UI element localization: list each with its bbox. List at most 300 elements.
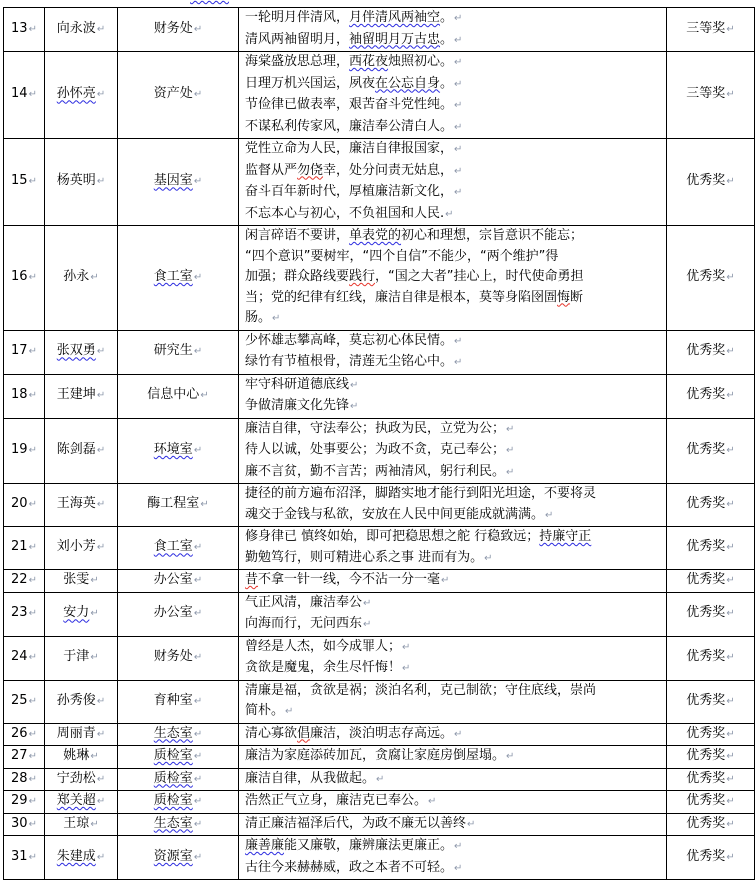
- paragraph-mark-icon: ↵: [193, 695, 203, 707]
- paragraph-mark-icon: ↵: [96, 773, 106, 785]
- poem-cell[interactable]: [239, 139, 667, 226]
- row-number-cell[interactable]: [4, 52, 45, 139]
- paragraph-mark-icon: ↵: [96, 176, 106, 188]
- poem-text-segment: 廉洁自律，从我做起。: [245, 770, 376, 786]
- paragraph-mark-icon: ↵: [285, 706, 294, 717]
- poem-line: [245, 95, 663, 117]
- row-number: 21: [11, 539, 28, 555]
- award-level: 三等奖: [686, 86, 726, 102]
- table-row: [4, 226, 755, 331]
- paragraph-mark-icon: ↵: [96, 445, 106, 456]
- award-cell[interactable]: [667, 52, 755, 139]
- award-cell[interactable]: [667, 8, 755, 52]
- award-cell[interactable]: [667, 226, 755, 331]
- paragraph-mark-icon: ↵: [350, 379, 359, 391]
- row-number-cell[interactable]: [4, 8, 45, 52]
- department-cell[interactable]: [118, 680, 239, 723]
- poem-line: [245, 658, 663, 680]
- paragraph-mark-icon: ↵: [28, 176, 37, 188]
- poem-cell[interactable]: [239, 374, 667, 418]
- poem-line: [245, 548, 663, 570]
- table-row: [4, 680, 755, 723]
- name-cell[interactable]: [45, 527, 118, 570]
- award-cell[interactable]: [667, 592, 755, 636]
- row-number-cell[interactable]: [4, 330, 45, 374]
- paragraph-mark-icon: ↵: [28, 390, 37, 402]
- poem-line: [245, 505, 663, 527]
- poem-text-segment: 肠。: [245, 310, 272, 325]
- name-cell[interactable]: [45, 836, 118, 880]
- department-cell[interactable]: [118, 418, 239, 484]
- row-number: 19: [11, 442, 28, 457]
- person-name: 于津: [63, 649, 90, 665]
- poem-text-segment: 。: [440, 10, 454, 25]
- paragraph-mark-icon: ↵: [193, 89, 203, 101]
- paragraph-mark-icon: ↵: [200, 390, 209, 402]
- poem-line: [245, 769, 663, 791]
- name-cell[interactable]: [45, 8, 118, 52]
- paragraph-mark-icon: ↵: [28, 773, 37, 785]
- table-row: [4, 527, 755, 570]
- poem-cell[interactable]: [239, 330, 667, 374]
- paragraph-mark-icon: ↵: [726, 796, 735, 807]
- award-level: 优秀奖: [686, 387, 726, 403]
- paragraph-mark-icon: ↵: [193, 652, 203, 664]
- paragraph-mark-icon: ↵: [90, 272, 99, 283]
- award-cell[interactable]: [667, 527, 755, 570]
- poem-text-segment: 廉洁自律，守法奉公；执政为民，立党为公；: [245, 420, 506, 436]
- poem-cell[interactable]: [239, 768, 667, 791]
- poem-cell[interactable]: [239, 52, 667, 139]
- poem-text-segment: 党性立命为人民，廉洁自律报国家，: [245, 141, 454, 156]
- table-row: [4, 374, 755, 418]
- department-cell[interactable]: [118, 139, 239, 226]
- poem-line: [245, 117, 663, 139]
- paragraph-mark-icon: ↵: [726, 773, 735, 785]
- table-row: [4, 836, 755, 880]
- row-number-cell[interactable]: [4, 570, 45, 593]
- paragraph-mark-icon: ↵: [96, 851, 106, 863]
- department-cell[interactable]: [118, 836, 239, 880]
- department-name: 食工室: [153, 269, 193, 284]
- department-cell[interactable]: [118, 636, 239, 680]
- award-level: 优秀奖: [686, 793, 726, 808]
- person-name: 孙秀俊: [56, 692, 96, 708]
- department-cell[interactable]: [118, 527, 239, 570]
- paragraph-mark-icon: ↵: [726, 695, 735, 707]
- paragraph-mark-icon: ↵: [96, 23, 106, 35]
- award-cell[interactable]: [667, 813, 755, 836]
- poem-text-segment: 日理万机兴国运，夙夜: [245, 75, 376, 91]
- award-cell[interactable]: [667, 791, 755, 814]
- department-cell[interactable]: [118, 791, 239, 814]
- row-number-cell[interactable]: [4, 680, 45, 723]
- poem-text-segment: 魂交于金钱与私欲，安放在人民中间更能成就满满。: [245, 506, 545, 522]
- award-cell[interactable]: [667, 418, 755, 484]
- poem-cell[interactable]: [239, 527, 667, 570]
- paragraph-mark-icon: ↵: [90, 751, 99, 762]
- department-name: 资产处: [153, 86, 193, 102]
- person-name: 朱建成: [56, 848, 96, 864]
- paragraph-mark-icon: ↵: [90, 608, 99, 620]
- poem-text-segment: 争做清廉文化先锋: [245, 398, 350, 413]
- row-number-cell[interactable]: [4, 791, 45, 814]
- row-number-cell[interactable]: [4, 139, 45, 226]
- poem-text-segment: 断: [570, 289, 584, 305]
- name-cell[interactable]: [45, 636, 118, 680]
- paragraph-mark-icon: ↵: [441, 575, 450, 586]
- paragraph-mark-icon: ↵: [454, 165, 463, 177]
- name-cell[interactable]: [45, 813, 118, 836]
- paragraph-mark-icon: ↵: [726, 445, 735, 456]
- table-row: [4, 570, 755, 593]
- table-row: [4, 52, 755, 139]
- department-name: 资源室: [153, 848, 193, 864]
- poem-line: [245, 593, 663, 615]
- poem-text-segment: 简朴。: [245, 703, 285, 718]
- paragraph-mark-icon: ↵: [96, 89, 106, 101]
- paragraph-mark-icon: ↵: [454, 57, 463, 68]
- award-cell[interactable]: [667, 374, 755, 418]
- row-number-cell[interactable]: [4, 527, 45, 570]
- award-level: 优秀奖: [686, 539, 726, 555]
- paragraph-mark-icon: ↵: [96, 390, 106, 402]
- poem-line: [245, 724, 663, 746]
- department-name: 信息中心: [147, 387, 200, 403]
- row-number-cell[interactable]: [4, 746, 45, 769]
- poem-text-segment: 悔: [557, 289, 571, 305]
- row-number-cell[interactable]: [4, 768, 45, 791]
- row-number: 24: [11, 649, 28, 665]
- paragraph-mark-icon: ↵: [96, 695, 106, 707]
- paragraph-mark-icon: ↵: [193, 751, 203, 762]
- paragraph-mark-icon: ↵: [726, 542, 735, 554]
- name-cell[interactable]: [45, 52, 118, 139]
- name-cell[interactable]: [45, 746, 118, 769]
- poem-cell[interactable]: [239, 723, 667, 746]
- department-cell[interactable]: [118, 226, 239, 331]
- award-level: 优秀奖: [686, 748, 726, 763]
- poem-cell[interactable]: [239, 746, 667, 769]
- award-cell[interactable]: [667, 330, 755, 374]
- poem-text-segment: 廉洁，淡泊明志存高远。: [310, 725, 454, 741]
- poem-text-segment: 勤勉笃行，则可精进心系之事 进而有为。: [245, 549, 484, 565]
- poem-line: [245, 570, 663, 592]
- poem-cell[interactable]: [239, 791, 667, 814]
- person-name: 刘小芳: [56, 539, 96, 555]
- paragraph-mark-icon: ↵: [454, 862, 463, 874]
- poem-line: [245, 746, 663, 768]
- person-name: 王建坤: [56, 387, 96, 403]
- paragraph-mark-icon: ↵: [193, 445, 203, 456]
- poem-text-segment: 牢守科研道德底线: [245, 376, 350, 392]
- poem-text-segment: 。: [440, 75, 454, 91]
- paragraph-mark-icon: ↵: [726, 818, 735, 830]
- poem-text-segment: 。: [440, 31, 454, 47]
- department-cell[interactable]: [118, 484, 239, 527]
- award-cell[interactable]: [667, 680, 755, 723]
- award-cell[interactable]: [667, 836, 755, 880]
- poem-text-segment: 曾经是人杰，如今成罪人；: [245, 638, 402, 654]
- award-cell[interactable]: [667, 570, 755, 593]
- poem-cell[interactable]: [239, 418, 667, 484]
- name-cell[interactable]: [45, 330, 118, 374]
- name-cell[interactable]: [45, 791, 118, 814]
- paragraph-mark-icon: ↵: [96, 542, 106, 554]
- department-cell[interactable]: [118, 813, 239, 836]
- person-name: 孙怀亮: [56, 86, 96, 102]
- person-name: 王海英: [56, 496, 96, 512]
- poem-cell[interactable]: [239, 680, 667, 723]
- paragraph-mark-icon: ↵: [506, 445, 515, 456]
- person-name: 张双勇: [56, 343, 96, 359]
- award-level: 优秀奖: [686, 692, 726, 708]
- name-cell[interactable]: [45, 723, 118, 746]
- person-name: 周丽青: [56, 725, 96, 741]
- poem-text-segment: 贪欲是魔鬼，余生尽忏悔！: [245, 660, 402, 675]
- poem-line: [245, 637, 663, 659]
- row-number-cell[interactable]: [4, 418, 45, 484]
- department-cell[interactable]: [118, 746, 239, 769]
- department-name: 研究生: [153, 343, 193, 359]
- poem-line: [245, 161, 663, 183]
- paragraph-mark-icon: ↵: [96, 499, 106, 511]
- table-row: [4, 8, 755, 52]
- award-level: 三等奖: [686, 20, 726, 36]
- poem-text-segment: 清心寡欲: [245, 725, 298, 741]
- name-cell[interactable]: [45, 484, 118, 527]
- person-name: 张雯: [63, 572, 90, 587]
- row-number-cell[interactable]: [4, 484, 45, 527]
- poem-text-segment: 昔: [245, 572, 259, 587]
- poem-line: [245, 52, 663, 74]
- poem-text-segment: 少怀雄志攀高峰，莫忘初心体民情。: [245, 332, 454, 348]
- department-cell[interactable]: [118, 8, 239, 52]
- award-cell[interactable]: [667, 484, 755, 527]
- poem-cell[interactable]: [239, 636, 667, 680]
- poem-text-segment: 清廉是福，贪欲是祸；淡泊名利，克己制欲；守住底线，崇尚: [245, 682, 597, 698]
- poem-line: [245, 484, 663, 505]
- department-cell[interactable]: [118, 768, 239, 791]
- person-name: 安力: [63, 605, 90, 621]
- poem-cell[interactable]: [239, 813, 667, 836]
- poem-line: [245, 352, 663, 374]
- poem-line: [245, 462, 663, 484]
- department-name: 环境室: [153, 442, 193, 457]
- name-cell[interactable]: [45, 139, 118, 226]
- department-cell[interactable]: [118, 592, 239, 636]
- table-row: [4, 813, 755, 836]
- person-name: 陈剑磊: [56, 442, 96, 457]
- paragraph-mark-icon: ↵: [193, 818, 203, 830]
- row-number-cell[interactable]: [4, 592, 45, 636]
- poem-text-segment: 廉洁为家庭添砖加瓦，贪腐让家庭房倒屋塌。: [245, 748, 506, 763]
- poem-line: [245, 226, 663, 247]
- department-name: 办公室: [153, 572, 193, 587]
- paragraph-mark-icon: ↵: [350, 401, 359, 412]
- department-cell[interactable]: [118, 723, 239, 746]
- paragraph-mark-icon: ↵: [96, 728, 106, 740]
- paragraph-mark-icon: ↵: [428, 796, 437, 807]
- department-name: 基因室: [153, 173, 193, 189]
- department-name: 质检室: [153, 770, 193, 786]
- department-cell[interactable]: [118, 374, 239, 418]
- poem-cell[interactable]: [239, 592, 667, 636]
- poem-text-segment: 古往今来赫赫威，政之本者不可轻。: [245, 859, 454, 875]
- department-name: 生态室: [153, 725, 193, 741]
- poem-text-segment: 气正风清，廉洁奉公: [245, 594, 363, 610]
- award-level: 优秀奖: [686, 649, 726, 665]
- poem-text-segment: 勿侥: [297, 162, 324, 178]
- row-number: 15: [11, 173, 28, 189]
- name-cell[interactable]: [45, 226, 118, 331]
- poem-text-segment: 绿竹有节植根骨，清莲无尘铭心中。: [245, 354, 454, 369]
- department-cell[interactable]: [118, 330, 239, 374]
- poem-text-segment: 清正廉洁福泽后代，为政不廉无以善终: [245, 815, 467, 831]
- poem-line: [245, 182, 663, 204]
- paragraph-mark-icon: ↵: [363, 619, 372, 630]
- row-number: 20: [11, 496, 28, 512]
- paragraph-mark-icon: ↵: [726, 89, 735, 101]
- poem-cell[interactable]: [239, 570, 667, 593]
- award-cell[interactable]: [667, 636, 755, 680]
- paragraph-mark-icon: ↵: [454, 728, 463, 740]
- paragraph-mark-icon: ↵: [28, 575, 37, 586]
- person-name: 向永波: [56, 20, 96, 36]
- name-cell[interactable]: [45, 680, 118, 723]
- award-level: 优秀奖: [686, 173, 726, 189]
- person-name: 孙永: [63, 269, 90, 284]
- department-cell[interactable]: [118, 52, 239, 139]
- row-number-cell[interactable]: [4, 374, 45, 418]
- poem-line: [245, 8, 663, 30]
- award-level: 优秀奖: [686, 848, 726, 864]
- poem-text-segment: 当；党的纪律有红线，廉洁自律是根本，莫等身陷囹圄: [245, 289, 558, 305]
- award-cell[interactable]: [667, 723, 755, 746]
- row-number: 29: [11, 793, 28, 808]
- department-name: 财务处: [153, 20, 193, 36]
- paragraph-mark-icon: ↵: [90, 818, 99, 830]
- paragraph-mark-icon: ↵: [193, 272, 203, 283]
- paragraph-mark-icon: ↵: [28, 445, 37, 456]
- paragraph-mark-icon: ↵: [90, 652, 99, 664]
- award-cell[interactable]: [667, 746, 755, 769]
- paragraph-mark-icon: ↵: [726, 390, 735, 402]
- name-cell[interactable]: [45, 570, 118, 593]
- paragraph-mark-icon: ↵: [484, 552, 493, 564]
- poem-cell[interactable]: [239, 836, 667, 880]
- row-number: 18: [11, 387, 28, 403]
- name-cell[interactable]: [45, 418, 118, 484]
- poem-text-segment: 不谋私利传家风，廉洁奉公清白人。: [245, 118, 454, 134]
- paragraph-mark-icon: ↵: [454, 144, 463, 155]
- poem-text-segment: 袖留明月万古忠: [349, 31, 441, 47]
- paragraph-mark-icon: ↵: [28, 796, 37, 807]
- poem-text-segment: 月伴清风两袖空: [349, 10, 441, 25]
- poem-text-segment: 一轮明月伴清风，: [245, 10, 350, 25]
- row-number-cell[interactable]: [4, 813, 45, 836]
- award-level: 优秀奖: [686, 725, 726, 741]
- paragraph-mark-icon: ↵: [506, 466, 515, 478]
- paragraph-mark-icon: ↵: [96, 796, 106, 807]
- name-cell[interactable]: [45, 768, 118, 791]
- poem-cell[interactable]: [239, 226, 667, 331]
- paragraph-mark-icon: ↵: [454, 357, 463, 368]
- table-row: [4, 746, 755, 769]
- paragraph-mark-icon: ↵: [726, 728, 735, 740]
- paragraph-mark-icon: ↵: [96, 346, 106, 358]
- poem-text-segment: 能又廉敬，廉辨廉法更廉正。: [284, 838, 454, 853]
- row-number-cell[interactable]: [4, 636, 45, 680]
- department-cell[interactable]: [118, 570, 239, 593]
- department-name: 办公室: [153, 605, 193, 621]
- paragraph-mark-icon: ↵: [28, 818, 37, 830]
- paragraph-mark-icon: ↵: [28, 89, 37, 101]
- paragraph-mark-icon: ↵: [28, 608, 37, 620]
- paragraph-mark-icon: ↵: [726, 272, 735, 283]
- paragraph-mark-icon: ↵: [193, 728, 203, 740]
- paragraph-mark-icon: ↵: [28, 542, 37, 554]
- poem-cell[interactable]: [239, 484, 667, 527]
- name-cell[interactable]: [45, 374, 118, 418]
- paragraph-mark-icon: ↵: [467, 818, 476, 830]
- paragraph-mark-icon: ↵: [28, 695, 37, 707]
- paragraph-mark-icon: ↵: [726, 176, 735, 188]
- department-name: 财务处: [153, 649, 193, 665]
- row-number-cell[interactable]: [4, 723, 45, 746]
- name-cell[interactable]: [45, 592, 118, 636]
- poem-line: [245, 74, 663, 96]
- poem-text-segment: 海棠盛放思总理，: [245, 54, 350, 69]
- paragraph-mark-icon: ↵: [90, 575, 99, 586]
- department-name: 育种室: [153, 692, 193, 708]
- award-cell[interactable]: [667, 768, 755, 791]
- paragraph-mark-icon: ↵: [726, 23, 735, 35]
- poem-text-segment: 加强；群众路线要: [245, 269, 350, 284]
- award-cell[interactable]: [667, 139, 755, 226]
- award-level: 优秀奖: [686, 605, 726, 621]
- poem-line: [245, 419, 663, 441]
- poem-line: [245, 139, 663, 161]
- row-number-cell[interactable]: [4, 226, 45, 331]
- poem-text-segment: 持廉守正: [539, 529, 592, 544]
- paragraph-mark-icon: ↵: [193, 346, 203, 358]
- paragraph-mark-icon: ↵: [454, 100, 463, 111]
- row-number-cell[interactable]: [4, 836, 45, 880]
- paragraph-mark-icon: ↵: [445, 208, 454, 220]
- poem-line: [245, 814, 663, 836]
- poem-line: [245, 30, 663, 52]
- row-number: 27: [11, 748, 28, 763]
- row-number: 30: [11, 815, 28, 831]
- row-number: 22: [11, 572, 28, 587]
- paragraph-mark-icon: ↵: [28, 499, 37, 511]
- row-number: 14: [11, 86, 28, 102]
- poem-text-segment: 幸，处分问责无姑息，: [323, 162, 454, 178]
- poem-text-segment: 浩然正气立身，廉洁克已奉公。: [245, 793, 428, 808]
- poem-text-segment: 监督从严: [245, 162, 298, 178]
- poem-text-segment: 清风两袖留明月，: [245, 31, 350, 47]
- poem-line: [245, 288, 663, 309]
- paragraph-mark-icon: ↵: [726, 851, 735, 863]
- poem-text-segment: 西花夜: [349, 54, 389, 69]
- paragraph-mark-icon: ↵: [28, 652, 37, 664]
- paragraph-mark-icon: ↵: [28, 851, 37, 863]
- poem-text-segment: 单表党的: [349, 228, 402, 243]
- poem-cell[interactable]: [239, 8, 667, 52]
- paragraph-mark-icon: ↵: [726, 751, 735, 762]
- paragraph-mark-icon: ↵: [363, 597, 372, 609]
